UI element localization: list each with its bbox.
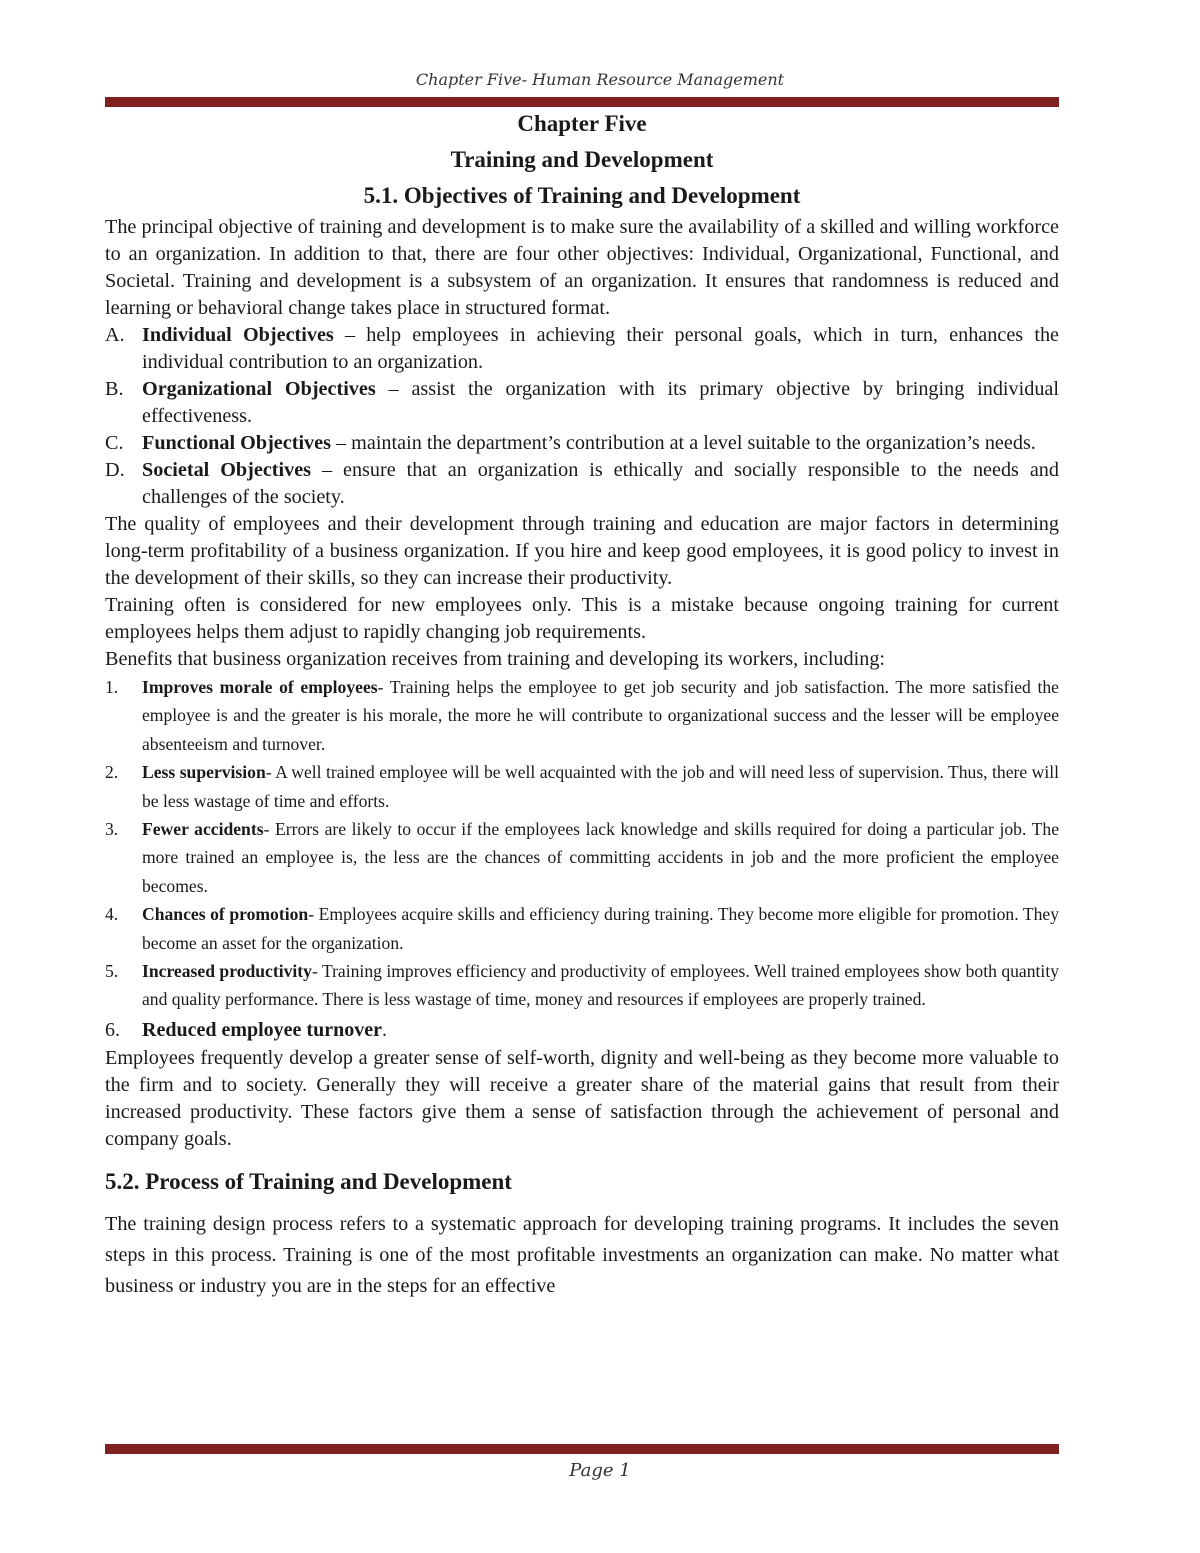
benefit-text: - Training improves efficiency and productivity of employees. Well trained employees show both quantity and quality performance. There is less wastage of time, money and resources if employees are properly trained. [142, 961, 1060, 1010]
quality-paragraph: The quality of employees and their development through training and education are major factors in determining long-term profitability of a business organization. If you hire and keep good employees, it is good policy to invest in the development of their skills, so they can increase their productivity. [105, 513, 1059, 589]
benefit-text: - Training helps the employee to get job security and job satisfaction. The more satisfied the employee is and the greater is his morale, the more he will contribute to organizational success and the lesser will be employee absenteeism and turnover. [142, 677, 1059, 754]
objective-text: – maintain the department’s contribution at a level suitable to the organization’s needs. [330, 432, 1036, 454]
benefit-item [105, 1015, 1059, 1045]
closing-paragraph: Employees frequently develop a greater sense of self-worth, dignity and well-being as they become more valuable to the firm and to society. Generally they will receive a greater share of the material gains that result from their increased productivity. These factors give them a sense of satisfaction through the achievement of personal and company goals. [105, 1046, 1059, 1150]
list-marker: 5. [105, 961, 119, 982]
benefit-term: Fewer accidents [142, 819, 264, 840]
benefit-term: Improves morale of employees [142, 677, 378, 697]
section-heading-5-1: 5.1. Objectives of Training and Development [363, 183, 801, 208]
list-marker: 4. [105, 904, 119, 925]
list-marker: 2. [105, 762, 119, 783]
list-marker: 6. [105, 1018, 120, 1041]
benefit-term: Increased productivity [142, 961, 312, 982]
training-paragraph: Training often is considered for new employees only. This is a mistake because ongoing training for current employees helps them adjust to rapidly changing job requirements. [105, 594, 1059, 643]
benefit-item [105, 900, 1059, 957]
list-marker: A. [105, 324, 125, 346]
benefit-item [105, 673, 1059, 758]
running-header: Chapter Five- Human Resource Management [415, 70, 785, 89]
chapter-subtitle: Training and Development [450, 147, 714, 172]
objective-item [105, 430, 1059, 457]
benefits-intro: Benefits that business organization receives from training and developing its workers, including: [105, 648, 886, 670]
objective-term: Functional Objectives [142, 432, 331, 454]
chapter-title: Chapter Five [517, 111, 647, 136]
list-marker: C. [105, 432, 124, 454]
intro-paragraph: The principal objective of training and development is to make sure the availability of a skilled and willing workforce to an organization. In addition to that, there are four other objectives: Individual, Organizational, Functional, and Societal. Training and development is a subsystem of an organization. It ensures that randomness is reduced and learning or behavioral change takes place in structured format. [105, 216, 1059, 319]
list-marker: 3. [105, 819, 119, 840]
list-marker: D. [105, 459, 125, 481]
benefit-item [105, 957, 1059, 1014]
objective-item [105, 457, 1059, 511]
benefit-text: - Employees acquire skills and efficiency during training. They become more eligible for promotion. They become an asset for the organization. [142, 904, 1060, 953]
benefit-text: - A well trained employee will be well acquainted with the job and will need less of supervision. Thus, there will be less wastage of time and efforts. [142, 762, 1059, 811]
benefit-item [105, 815, 1059, 900]
page-content [105, 106, 1059, 1302]
footer-rule [105, 1444, 1059, 1454]
objective-text: – assist the organization with its primary objective by bringing individual effectiveness. [142, 378, 1059, 427]
benefit-term: Reduced employee turnover [142, 1018, 382, 1041]
objective-term: Societal Objectives [142, 459, 312, 481]
section-heading-5-2: 5.2. Process of Training and Development [105, 1168, 512, 1194]
benefit-text: . [381, 1018, 387, 1041]
objective-item [105, 376, 1059, 430]
benefit-item [105, 758, 1059, 815]
objective-text: – ensure that an organization is ethically and socially responsible to the needs and challenges of the society. [142, 459, 1059, 508]
objective-term: Individual Objectives [142, 324, 334, 346]
benefit-text: - Errors are likely to occur if the employees lack knowledge and skills required for doing a particular job. The more trained an employee is, the less are the chances of committing accidents in job and the more proficient the employee becomes. [142, 819, 1059, 896]
list-marker: B. [105, 378, 124, 400]
benefit-term: Less supervision [142, 762, 266, 783]
process-paragraph: The training design process refers to a systematic approach for developing training programs. It includes the seven steps in this process. Training is one of the most profitable investments an organization can make. No matter what business or industry you are in the steps for an effective [105, 1212, 1059, 1297]
objective-item [105, 322, 1059, 376]
objective-term: Organizational Objectives [142, 378, 376, 400]
benefit-term: Chances of promotion [142, 904, 309, 925]
list-marker: 1. [105, 677, 119, 697]
objective-text: – help employees in achieving their personal goals, which in turn, enhances the individual contribution to an organization. [142, 324, 1059, 373]
page-number: Page 1 [569, 1460, 631, 1481]
